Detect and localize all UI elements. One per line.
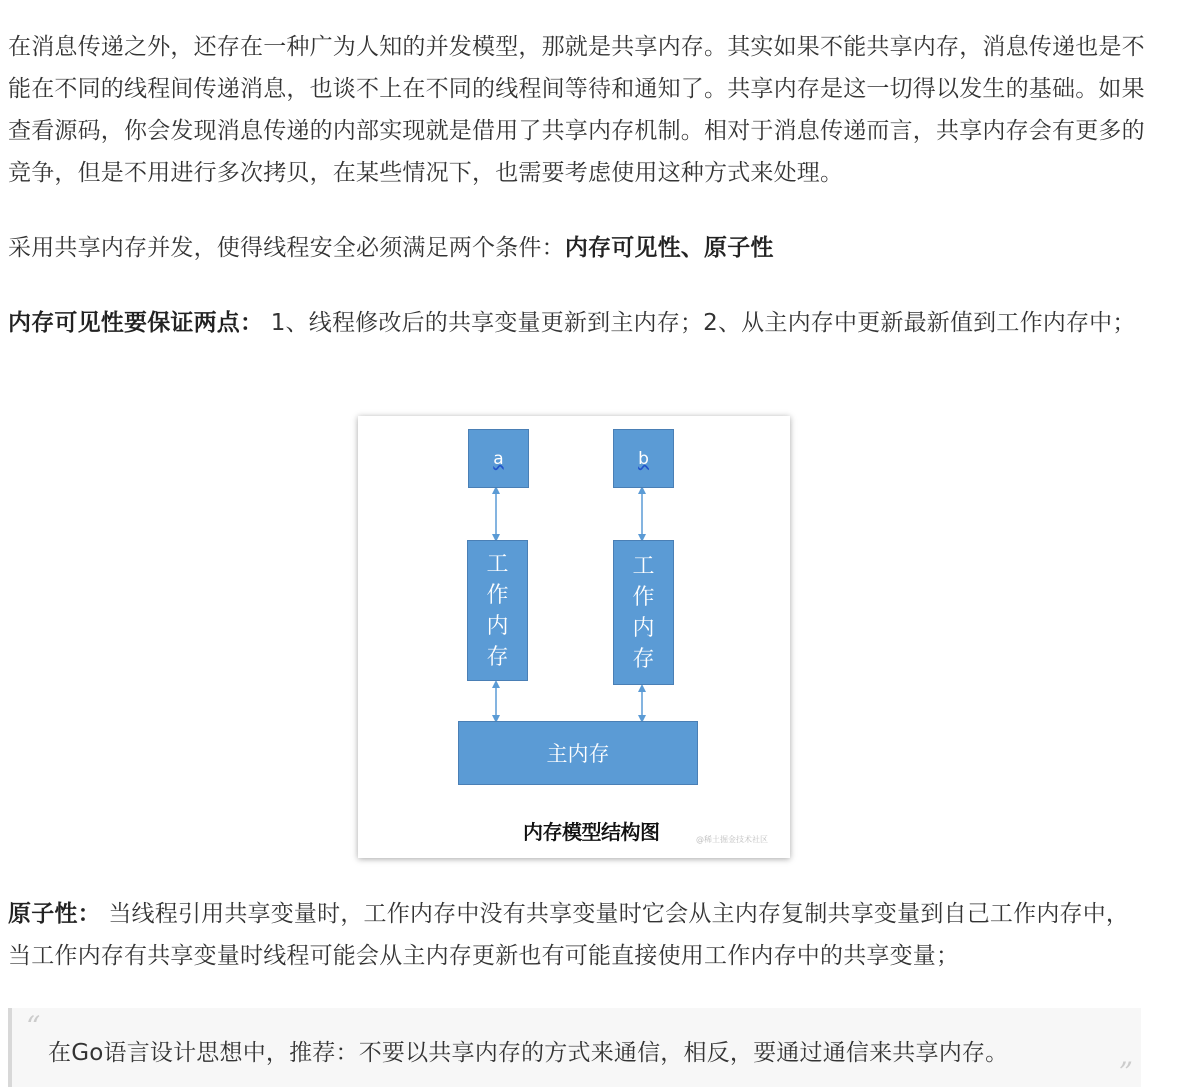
visibility-text: 1、线程修改后的共享变量更新到主内存；2、从主内存中更新最新值到工作内存中；	[263, 310, 1136, 336]
open-quote-icon: “	[26, 1010, 41, 1043]
blockquote	[8, 1008, 1141, 1087]
working-memory-right-char: 作	[632, 584, 655, 610]
paragraph-conditions	[8, 227, 1148, 269]
visibility-heading: 内存可见性要保证两点：	[8, 310, 264, 336]
close-quote-icon: ”	[1118, 1056, 1133, 1089]
variable-a-box	[468, 429, 529, 488]
working-memory-right	[613, 540, 674, 685]
atomicity-heading: 原子性：	[8, 901, 101, 927]
working-memory-left-char: 存	[486, 644, 509, 670]
variable-b-box	[613, 429, 674, 488]
memory-model-figure	[358, 416, 790, 858]
variable-b-label: b	[638, 448, 649, 469]
figure-watermark: @稀土掘金技术社区	[696, 835, 768, 844]
working-memory-left-char: 作	[486, 582, 509, 608]
quote-text: 在Go语言设计思想中，推荐：不要以共享内存的方式来通信，相反，要通过通信来共享内存。	[48, 1040, 1009, 1066]
working-memory-left	[467, 540, 528, 681]
working-memory-right-char: 工	[632, 553, 655, 579]
figure-caption: 内存模型结构图	[523, 820, 660, 844]
conditions-text: 采用共享内存并发，使得线程安全必须满足两个条件：	[8, 235, 565, 261]
variable-a-label: a	[493, 448, 504, 469]
atomicity-text: 当线程引用共享变量时，工作内存中没有共享变量时它会从主内存复制共享变量到自己工作内存中，当工作内存有共享变量时线程可能会从主内存更新也有可能直接使用工作内存中的共享变量；	[8, 901, 1130, 969]
figure-arrows	[358, 416, 790, 858]
working-memory-left-char: 内	[486, 613, 509, 639]
working-memory-right-char: 内	[632, 615, 655, 641]
paragraph-visibility	[8, 302, 1148, 344]
paragraph-atomicity	[8, 893, 1148, 977]
paragraph-intro: 在消息传递之外，还存在一种广为人知的并发模型，那就是共享内存。其实如果不能共享内存，消息传递也是不能在不同的线程间传递消息，也谈不上在不同的线程间等待和通知了。共享内存是这一切得以发生的基础。如果查看源码，你会发现消息传递的内部实现就是借用了共享内存机制。相对于消息传递而言，共享内存会有更多的竞争，但是不用进行多次拷贝，在某些情况下，也需要考虑使用这种方式来处理。	[8, 34, 1145, 186]
main-memory-label: 主内存	[546, 742, 610, 766]
conditions-bold: 内存可见性、原子性	[564, 235, 774, 261]
main-memory-box	[458, 721, 698, 785]
working-memory-left-char: 工	[486, 551, 509, 577]
working-memory-right-char: 存	[632, 646, 655, 672]
